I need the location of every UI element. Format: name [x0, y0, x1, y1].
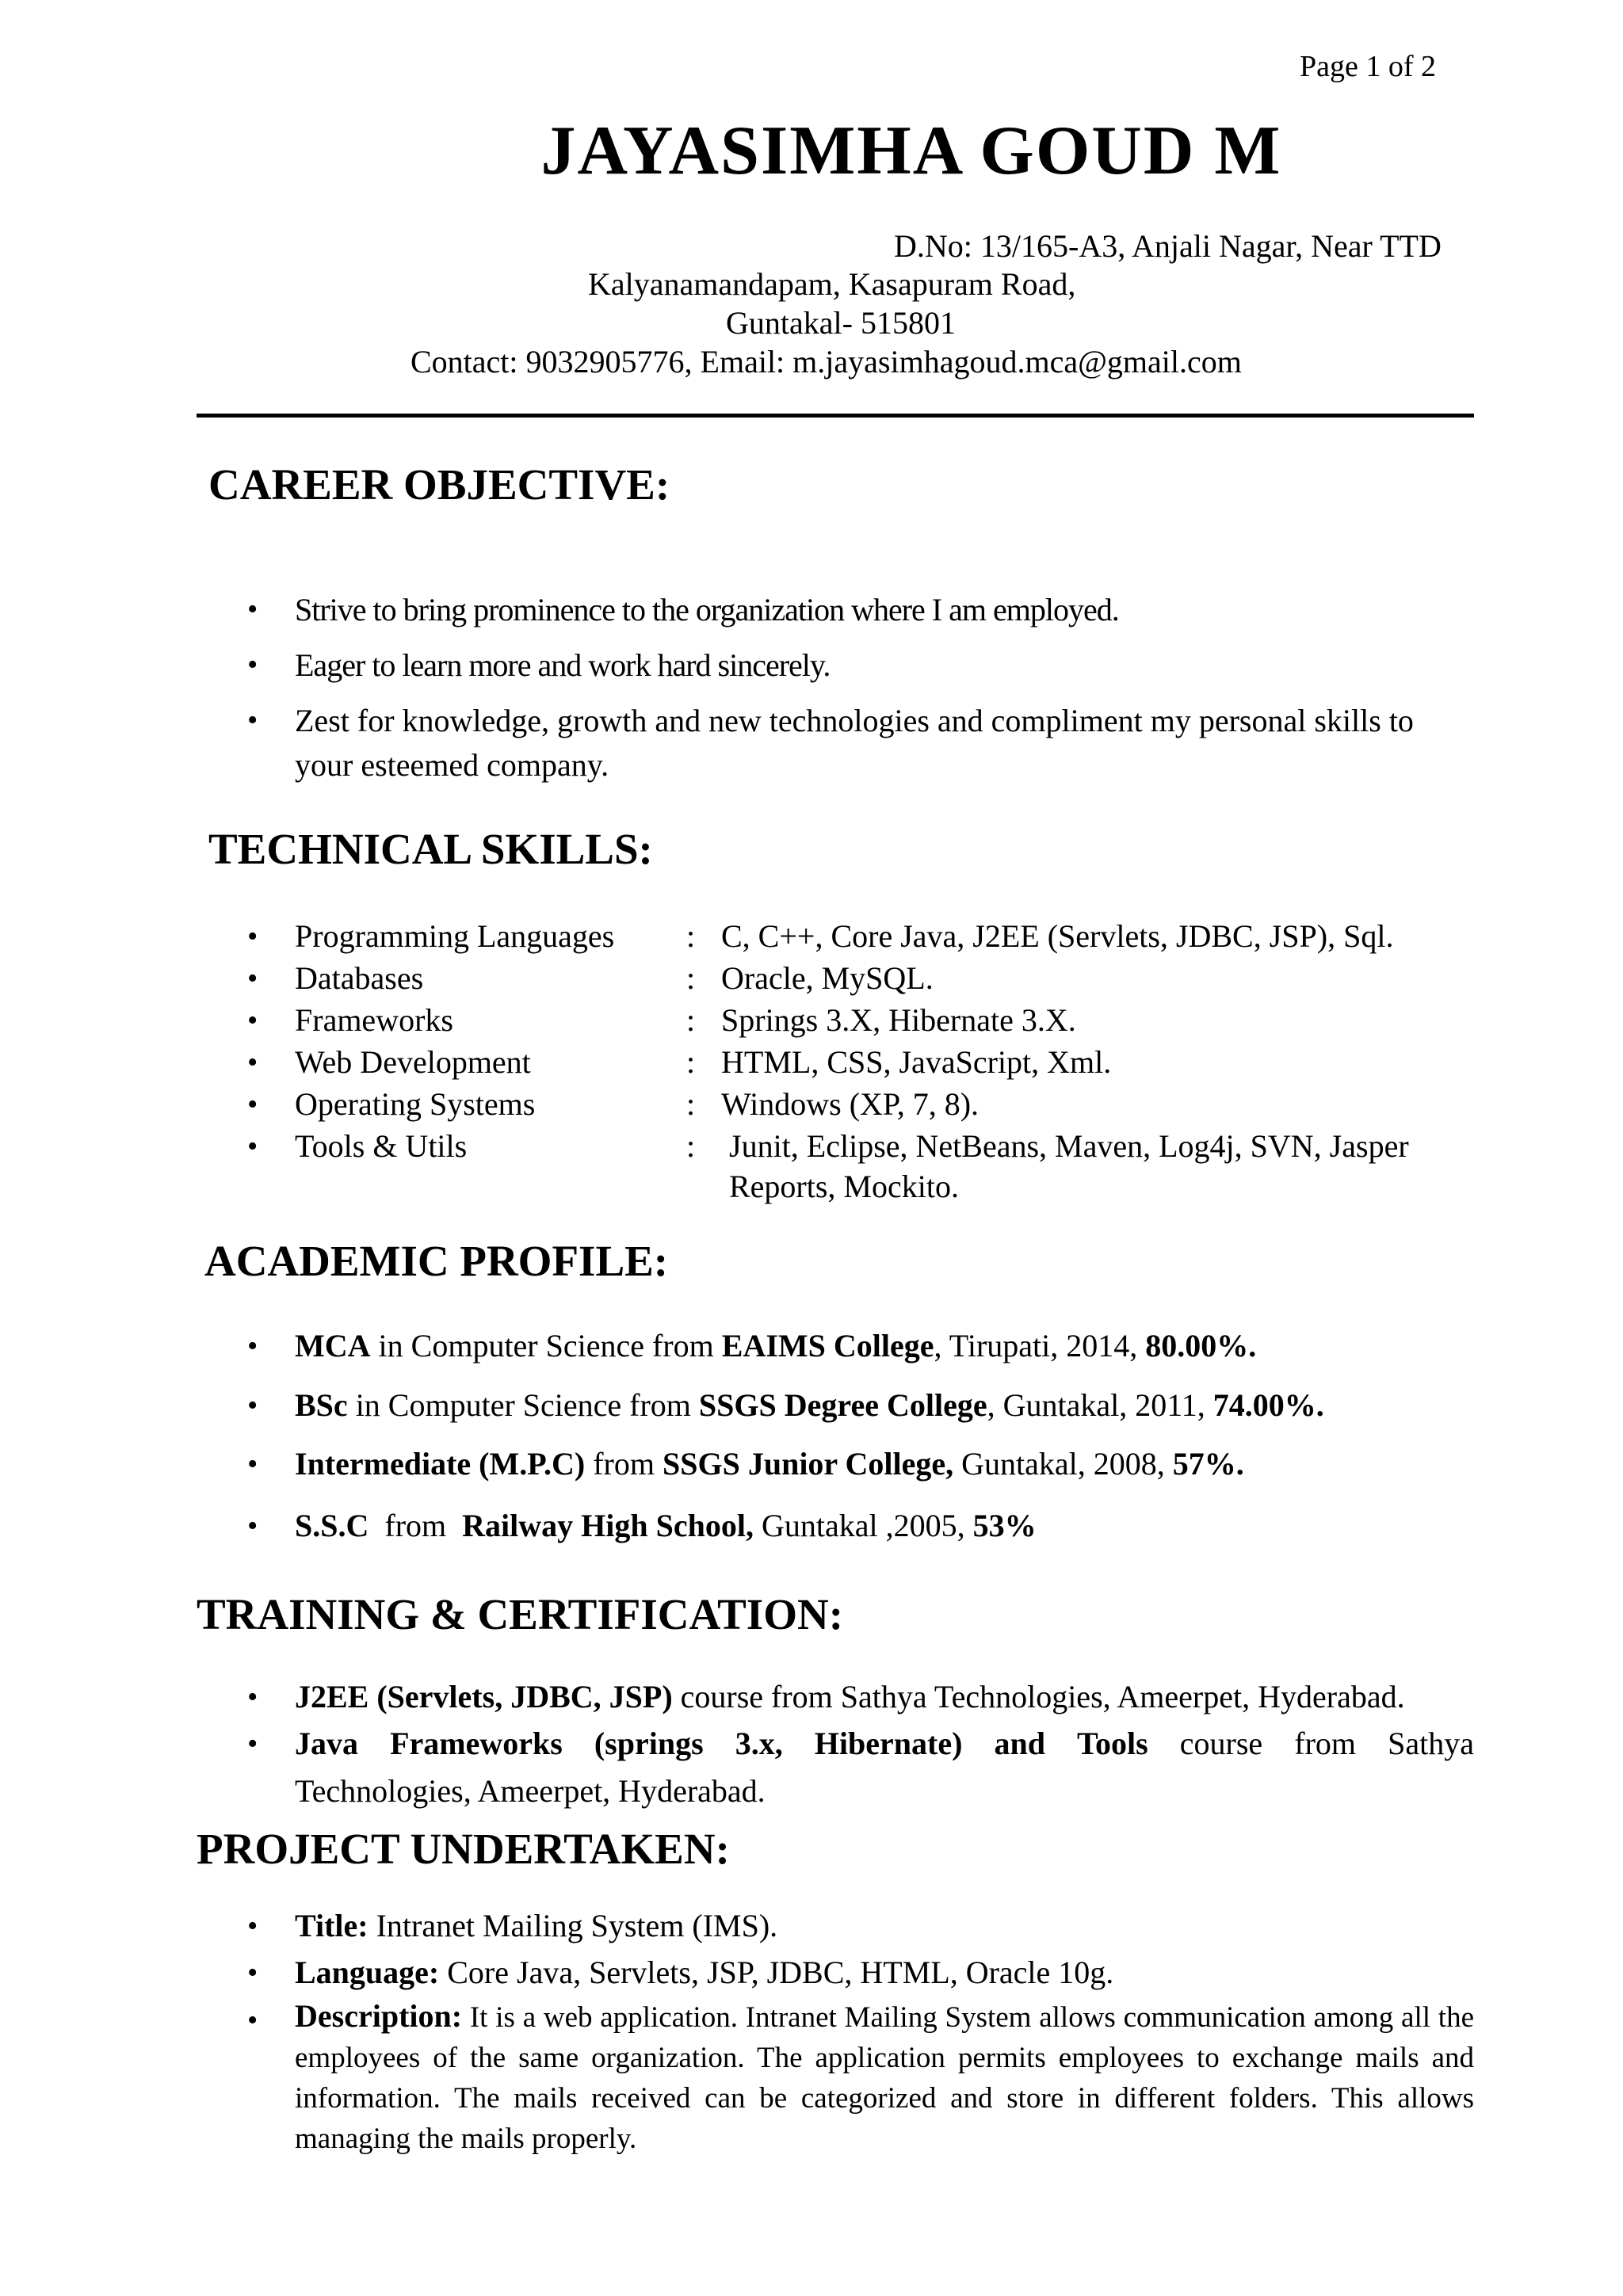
college-name: EAIMS College: [721, 1328, 934, 1363]
academic-item: [295, 1327, 1256, 1364]
college-name: SSGS Junior College,: [662, 1446, 954, 1482]
training-word: Sathya: [1388, 1726, 1474, 1761]
academic-score: 74.00%.: [1212, 1387, 1324, 1423]
skill-label: Web Development: [295, 1044, 531, 1080]
academic-text: Guntakal ,2005,: [754, 1508, 973, 1543]
course-word: Frameworks: [390, 1726, 563, 1761]
project-heading: PROJECT UNDERTAKEN:: [197, 1825, 730, 1873]
academic-text: from: [369, 1508, 463, 1543]
bullet-icon: •: [247, 920, 258, 953]
degree-name: BSc: [295, 1387, 348, 1423]
bullet-icon: •: [247, 1088, 258, 1121]
skill-separator: :: [686, 1044, 696, 1080]
course-word: (springs: [594, 1726, 704, 1761]
training-heading: TRAINING & CERTIFICATION:: [197, 1590, 844, 1638]
candidate-name: JAYASIMHA GOUD M: [540, 113, 1282, 189]
address-line-2: Kalyanamandapam, Kasapuram Road,: [588, 266, 1076, 302]
academic-text: in Computer Science from: [370, 1328, 722, 1363]
skill-value: Oracle, MySQL.: [721, 960, 934, 996]
objective-item: Strive to bring prominence to the organization where I am employed.: [295, 592, 1119, 627]
skill-separator: :: [686, 1086, 696, 1122]
degree-name: MCA: [295, 1328, 371, 1363]
academic-score: 80.00%.: [1145, 1328, 1257, 1363]
course-word: Java: [295, 1726, 358, 1761]
project-title-item: [295, 1907, 777, 1944]
skill-value-continuation: Reports, Mockito.: [729, 1169, 959, 1204]
career-objective-heading: CAREER OBJECTIVE:: [208, 460, 670, 509]
college-name: Railway High School,: [462, 1508, 754, 1543]
academic-text: in Computer Science from: [347, 1387, 699, 1423]
bullet-icon: •: [247, 1447, 258, 1481]
course-name: J2EE (Servlets, JDBC, JSP): [295, 1679, 673, 1714]
skill-value: C, C++, Core Java, J2EE (Servlets, JDBC, JSP), Sql.: [721, 918, 1394, 954]
project-field-value: It is a web application. Intranet Mailing System allows communication among all the employees of the same organization. The application permits employees to exchange mails and information. The mails received can be categorized and store in different folders. This allows managing the mails properly.: [295, 2001, 1474, 2155]
skill-label: Operating Systems: [295, 1086, 536, 1122]
college-name: SSGS Degree College: [698, 1387, 987, 1423]
project-description-item: [295, 1996, 1474, 2159]
bullet-icon: •: [247, 1727, 258, 1760]
training-item: [295, 1678, 1405, 1715]
training-text: course from Sathya Technologies, Ameerpet, Hyderabad.: [672, 1679, 1405, 1714]
contact-line: Contact: 9032905776, Email: m.jayasimhagoud.mca@gmail.com: [411, 344, 1242, 379]
bullet-icon: •: [247, 1680, 258, 1714]
bullet-icon: •: [247, 1956, 258, 1989]
academic-text: from: [585, 1446, 663, 1482]
bullet-icon: •: [247, 1329, 258, 1363]
objective-item-continuation: [295, 746, 609, 784]
project-field-label: Language:: [295, 1955, 440, 1990]
project-field-label: Description:: [295, 1998, 463, 2034]
skill-value: HTML, CSS, JavaScript, Xml.: [721, 1044, 1112, 1080]
skill-value: Junit, Eclipse, NetBeans, Maven, Log4j, SVN, Jasper: [729, 1128, 1409, 1164]
academic-text: Guntakal, 2008,: [953, 1446, 1173, 1482]
training-word: from: [1294, 1726, 1357, 1761]
training-item-continuation: Technologies, Ameerpet, Hyderabad.: [295, 1773, 766, 1809]
skill-label: Programming Languages: [295, 918, 615, 954]
academic-item: [295, 1507, 1037, 1544]
page-number: Page 1 of 2: [1300, 50, 1437, 83]
skill-label: Tools & Utils: [295, 1128, 468, 1164]
project-field-label: Title:: [295, 1908, 369, 1943]
academic-profile-heading: ACADEMIC PROFILE:: [204, 1237, 669, 1285]
skill-separator: :: [686, 960, 696, 996]
objective-item: Eager to learn more and work hard sincerely.: [295, 647, 831, 683]
project-field-value: Intranet Mailing System (IMS).: [368, 1908, 778, 1943]
course-word: Tools: [1077, 1726, 1148, 1761]
bullet-icon: •: [247, 1909, 258, 1943]
training-word: course: [1179, 1726, 1263, 1761]
bullet-icon: •: [247, 1004, 258, 1037]
academic-item: [295, 1445, 1244, 1482]
skill-separator: :: [686, 1002, 696, 1038]
skill-separator: :: [686, 918, 696, 954]
academic-score: 57%.: [1172, 1446, 1244, 1482]
header-divider: [197, 414, 1474, 418]
objective-item: Zest for knowledge, growth and new technologies and compliment my personal skills to: [295, 703, 1414, 738]
project-field-value: Core Java, Servlets, JSP, JDBC, HTML, Oracle 10g.: [439, 1955, 1114, 1990]
technical-skills-heading: TECHNICAL SKILLS:: [208, 825, 653, 873]
academic-item: [295, 1386, 1324, 1424]
objective-item-text: your esteemed company.: [295, 747, 609, 783]
degree-name: S.S.C: [295, 1508, 369, 1543]
course-word: Hibernate): [814, 1726, 963, 1761]
bullet-icon: •: [247, 1130, 258, 1163]
skill-value: Springs 3.X, Hibernate 3.X.: [721, 1002, 1076, 1038]
address-line-3: Guntakal- 515801: [726, 305, 956, 341]
bullet-icon: •: [247, 2004, 258, 2037]
academic-score: 53%: [972, 1508, 1037, 1543]
project-language-item: [295, 1954, 1113, 1991]
bullet-icon: •: [247, 1389, 258, 1422]
bullet-icon: •: [247, 704, 258, 737]
bullet-icon: •: [247, 1509, 258, 1543]
skill-label: Frameworks: [295, 1002, 453, 1038]
academic-text: , Guntakal, 2011,: [987, 1387, 1213, 1423]
academic-text: , Tirupati, 2014,: [934, 1328, 1146, 1363]
bullet-icon: •: [247, 1046, 258, 1079]
degree-name: Intermediate (M.P.C): [295, 1446, 586, 1482]
skill-label: Databases: [295, 960, 424, 996]
skill-value: Windows (XP, 7, 8).: [721, 1086, 980, 1122]
bullet-icon: •: [247, 648, 258, 681]
course-word: and: [994, 1726, 1045, 1761]
bullet-icon: •: [247, 962, 258, 995]
course-word: 3.x,: [735, 1726, 783, 1761]
address-line-1: D.No: 13/165-A3, Anjali Nagar, Near TTD: [894, 228, 1442, 264]
bullet-icon: •: [247, 593, 258, 626]
training-item: [295, 1725, 1474, 1762]
skill-separator: :: [686, 1128, 696, 1164]
